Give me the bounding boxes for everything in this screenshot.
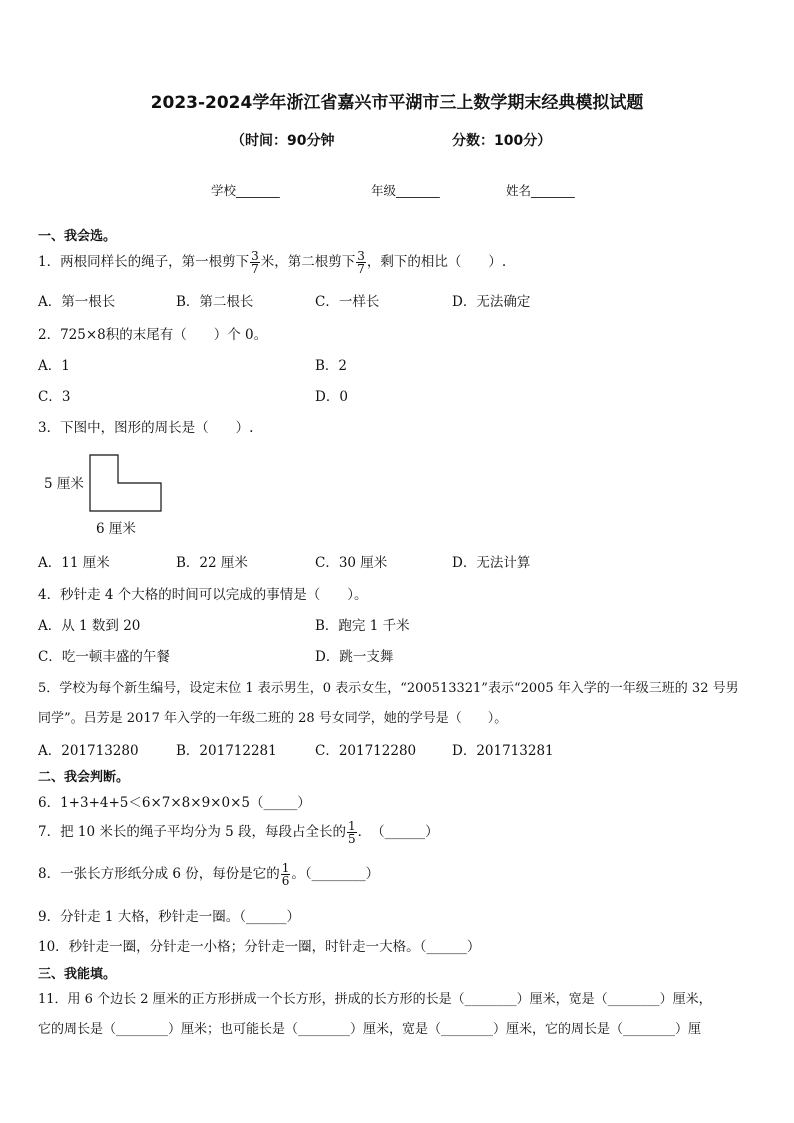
fraction-denominator: 5 [348, 832, 356, 846]
q3-option-c[interactable]: C．30 厘米 [315, 555, 388, 571]
section-1-heading: 一、我会选。 [38, 229, 117, 244]
grade-field: 年级_______ [371, 183, 440, 198]
q2-option-b[interactable]: B．2 [315, 358, 348, 374]
q7-text-b: ． （______） [357, 824, 439, 840]
q7-text-a: 7．把 10 米长的绳子平均分为 5 段，每段占全长的 [38, 824, 347, 840]
figure-height-label: 5 厘米 [44, 476, 84, 492]
q5-option-b[interactable]: B．201712281 [176, 743, 277, 759]
question-5-line-1: 5．学校为每个新生编号，设定末位 1 表示男生，0 表示女生，“200513321”表示“2005 年入学的一年级三班的 32 号男 [38, 681, 739, 696]
q5-option-c[interactable]: C．201712280 [315, 743, 417, 759]
fraction-denominator: 6 [281, 874, 290, 888]
q5-option-d[interactable]: D．201713281 [452, 743, 554, 759]
question-11-line-2: 它的周长是（________）厘米；也可能长是（________）厘米，宽是（________）厘米，它的周长是（________）厘 [38, 1022, 702, 1037]
question-11-line-1: 11．用 6 个边长 2 厘米的正方形拼成一个长方形，拼成的长方形的长是（________）厘米，宽是（________）厘米， [38, 992, 712, 1007]
question-5-line-2: 同学”。吕芳是 2017 年入学的一年级二班的 28 号女同学，她的学号是（ ）。 [38, 711, 508, 726]
question-7 [38, 820, 439, 845]
question-4: 4．秒针走 4 个大格的时间可以完成的事情是（ ）。 [38, 587, 368, 603]
fraction-numerator: 1 [348, 819, 356, 833]
page-title: 2023-2024学年浙江省嘉兴市平湖市三上数学期末经典模拟试题 [150, 93, 644, 113]
q1-text-b: 米，第二根剪下 [260, 254, 356, 270]
q4-option-d[interactable]: D．跳一支舞 [315, 649, 394, 665]
q1-option-c[interactable]: C．一样长 [315, 294, 380, 310]
q1-option-b[interactable]: B．第二根长 [176, 294, 254, 310]
q4-option-a[interactable]: A．从 1 数到 20 [38, 618, 141, 634]
exam-score: 分数：100分） [452, 133, 552, 149]
fraction-numerator: 3 [251, 249, 259, 263]
question-2: 2．725×8积的末尾有（ ）个 0。 [38, 327, 268, 343]
question-8 [38, 862, 379, 887]
school-field: 学校_______ [211, 183, 280, 198]
fraction [356, 250, 366, 275]
q5-option-a[interactable]: A．201713280 [38, 743, 139, 759]
fraction [347, 820, 357, 845]
question-3: 3．下图中，图形的周长是（ ）. [38, 420, 254, 436]
q3-option-b[interactable]: B．22 厘米 [176, 555, 248, 571]
question-1 [38, 250, 506, 275]
question-9: 9．分针走 1 大格，秒针走一圈。（______） [38, 909, 301, 925]
fraction [281, 862, 291, 887]
l-shape-figure [88, 453, 164, 515]
q2-option-d[interactable]: D．0 [315, 389, 348, 405]
q1-text-a: 1．两根同样长的绳子，第一根剪下 [38, 254, 250, 270]
q8-text-b: 。（________） [291, 866, 380, 882]
fraction-denominator: 7 [251, 262, 259, 276]
section-3-heading: 三、我能填。 [38, 967, 117, 982]
fraction-numerator: 1 [281, 861, 290, 875]
exam-time: （时间：90分钟 [231, 133, 335, 149]
q2-option-a[interactable]: A．1 [38, 358, 70, 374]
question-10: 10．秒针走一圈，分针走一小格；分针走一圈，时针走一大格。（______） [38, 939, 481, 955]
fraction [250, 250, 260, 275]
q1-text-c: ，剩下的相比（ ）. [366, 254, 507, 270]
q1-option-a[interactable]: A．第一根长 [38, 294, 116, 310]
question-6: 6．1+3+4+5＜6×7×8×9×0×5（_____） [38, 795, 311, 811]
q3-option-a[interactable]: A．11 厘米 [38, 555, 110, 571]
q3-option-d[interactable]: D．无法计算 [452, 555, 531, 571]
figure-width-label: 6 厘米 [96, 521, 136, 537]
q8-text-a: 8．一张长方形纸分成 6 份，每份是它的 [38, 866, 280, 882]
fraction-denominator: 7 [357, 262, 365, 276]
q4-option-c[interactable]: C．吃一顿丰盛的午餐 [38, 649, 170, 665]
q4-option-b[interactable]: B．跑完 1 千米 [315, 618, 410, 634]
fraction-numerator: 3 [357, 249, 365, 263]
q2-option-c[interactable]: C．3 [38, 389, 71, 405]
section-2-heading: 二、我会判断。 [38, 770, 130, 785]
name-field: 姓名_______ [506, 183, 575, 198]
q1-option-d[interactable]: D．无法确定 [452, 294, 531, 310]
